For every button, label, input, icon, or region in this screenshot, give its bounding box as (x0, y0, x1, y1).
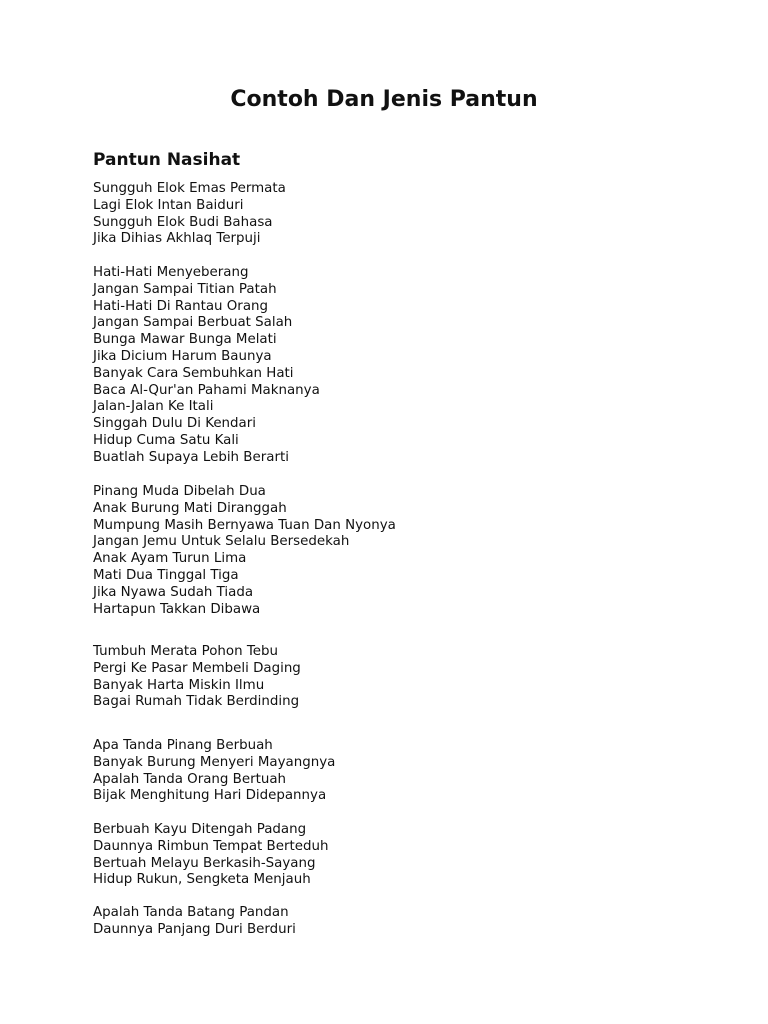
section-heading: Pantun Nasihat (93, 150, 241, 170)
stanza-line: Apalah Tanda Orang Bertuah (93, 771, 287, 787)
stanza-line: Jika Nyawa Sudah Tiada (93, 584, 254, 600)
stanza-line: Jika Dihias Akhlaq Terpuji (93, 231, 261, 247)
stanza-line: Jalan-Jalan Ke Itali (93, 399, 214, 415)
stanza-3 (93, 484, 396, 618)
stanza-line: Bertuah Melayu Berkasih-Sayang (93, 855, 316, 871)
stanza-line: Mumpung Masih Bernyawa Tuan Dan Nyonya (93, 517, 396, 533)
stanza-line: Jika Dicium Harum Baunya (93, 348, 272, 364)
stanza-6 (93, 822, 328, 889)
stanza-line: Daunnya Panjang Duri Berduri (93, 921, 296, 937)
stanza-line: Daunnya Rimbun Tempat Berteduh (93, 838, 329, 854)
stanza-1 (93, 181, 286, 248)
stanza-line: Pinang Muda Dibelah Dua (93, 484, 266, 499)
stanza-line: Hati-Hati Di Rantau Orang (93, 298, 269, 314)
stanza-4 (93, 644, 301, 711)
stanza-line: Banyak Burung Menyeri Mayangnya (93, 754, 336, 770)
stanza-line: Bunga Mawar Bunga Melati (93, 332, 277, 348)
stanza-line: Anak Burung Mati Diranggah (93, 500, 287, 516)
stanza-line: Bagai Rumah Tidak Berdinding (93, 694, 300, 710)
stanza-line: Bijak Menghitung Hari Didepannya (93, 788, 327, 804)
stanza-line: Hartapun Takkan Dibawa (93, 601, 261, 617)
stanza-line: Anak Ayam Turun Lima (93, 551, 247, 567)
stanza-line: Hati-Hati Menyeberang (93, 265, 249, 280)
stanza-line: Tumbuh Merata Pohon Tebu (93, 644, 278, 659)
stanza-line: Apalah Tanda Batang Pandan (93, 905, 289, 920)
stanza-line: Lagi Elok Intan Baiduri (93, 197, 244, 213)
document-title: Contoh Dan Jenis Pantun (230, 87, 538, 112)
stanza-line: Hidup Rukun, Sengketa Menjauh (93, 872, 311, 888)
stanza-2 (93, 265, 320, 467)
stanza-line: Apa Tanda Pinang Berbuah (93, 738, 273, 753)
stanza-line: Banyak Cara Sembuhkan Hati (93, 365, 294, 381)
stanza-line: Jangan Jemu Untuk Selalu Bersedekah (93, 534, 350, 550)
stanza-7 (93, 905, 296, 939)
stanza-line: Jangan Sampai Berbuat Salah (93, 315, 293, 331)
stanza-line: Sungguh Elok Budi Bahasa (93, 214, 273, 230)
stanza-line: Banyak Harta Miskin Ilmu (93, 677, 265, 693)
stanza-line: Berbuah Kayu Ditengah Padang (93, 822, 307, 837)
stanza-line: Buatlah Supaya Lebih Berarti (93, 449, 289, 465)
stanza-line: Hidup Cuma Satu Kali (93, 432, 239, 448)
stanza-line: Mati Dua Tinggal Tiga (93, 567, 239, 583)
stanza-5 (93, 738, 335, 805)
stanza-line: Singgah Dulu Di Kendari (93, 416, 256, 432)
stanza-line: Sungguh Elok Emas Permata (93, 181, 286, 196)
stanza-line: Jangan Sampai Titian Patah (93, 281, 277, 297)
stanza-line: Baca Al-Qur'an Pahami Maknanya (93, 382, 320, 398)
stanza-line: Pergi Ke Pasar Membeli Daging (93, 660, 301, 676)
